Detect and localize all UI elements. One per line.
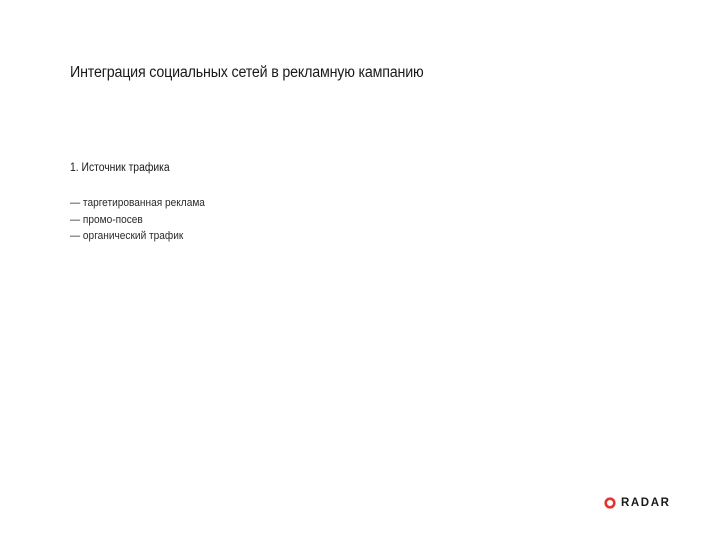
section-heading: 1. Источник трафика [70, 162, 170, 174]
list-item: — таргетированная реклама [70, 197, 205, 209]
slide-title: Интеграция социальных сетей в рекламную кампанию [70, 64, 424, 81]
logo-wordmark: RADAR [621, 497, 671, 509]
list-item: — промо-посев [70, 213, 143, 226]
bullet-list [70, 195, 217, 245]
radar-logo-icon [604, 497, 616, 509]
list-item: — органический трафик [70, 230, 184, 242]
radar-logo [604, 496, 674, 520]
